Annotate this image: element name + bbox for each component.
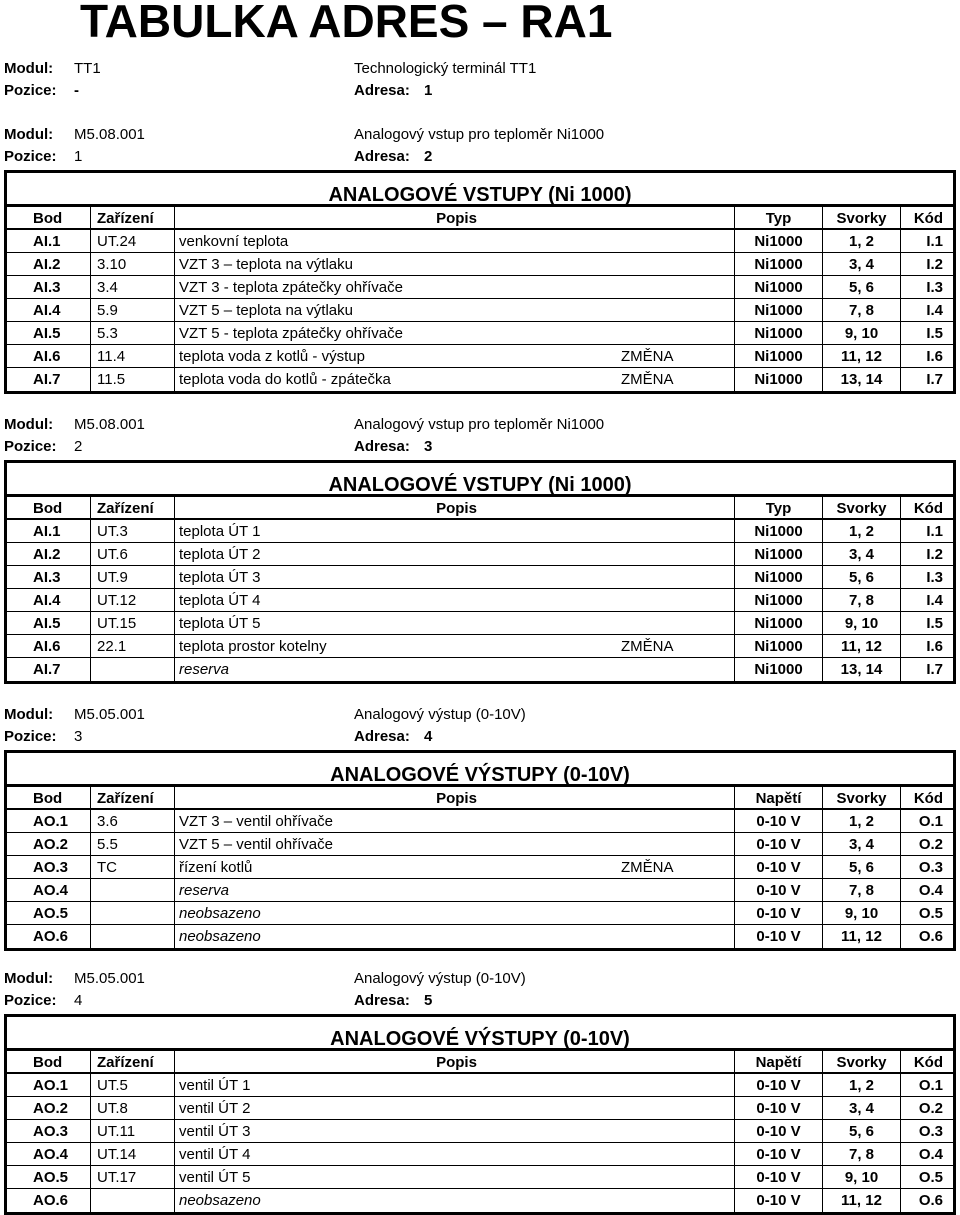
popis-text: teplota ÚT 5 (179, 615, 261, 632)
modul-label: Modul: (4, 970, 54, 987)
cell-zarizeni: 3.4 (91, 276, 175, 298)
cell-popis (175, 1097, 735, 1119)
cell-bod: AO.1 (7, 1074, 91, 1096)
table-row (7, 635, 953, 658)
adresa-label: Adresa: (354, 438, 410, 455)
table-header-row (7, 1051, 953, 1074)
popis-text: ventil ÚT 2 (179, 1100, 251, 1117)
cell-bod: AO.5 (7, 1166, 91, 1188)
cell-typ: Ni1000 (735, 566, 823, 588)
col-svorky-header: Svorky (823, 787, 901, 808)
popis-text: VZT 3 - teplota zpátečky ohřívače (179, 279, 403, 296)
cell-svorky: 11, 12 (823, 345, 901, 367)
cell-zarizeni: UT.8 (91, 1097, 175, 1119)
module-row (4, 704, 954, 726)
popis-text: VZT 3 – teplota na výtlaku (179, 256, 353, 273)
cell-typ: 0-10 V (735, 1166, 823, 1188)
table-row (7, 879, 953, 902)
adresa-value: 4 (424, 728, 433, 745)
col-bod-header: Bod (7, 497, 91, 518)
modul-label: Modul: (4, 416, 54, 433)
module-description: Analogový výstup (0-10V) (354, 970, 526, 987)
table-row (7, 1143, 953, 1166)
popis-text: teplota ÚT 2 (179, 546, 261, 563)
cell-typ: Ni1000 (735, 612, 823, 634)
modul-label: Modul: (4, 706, 54, 723)
popis-text: teplota ÚT 1 (179, 523, 261, 540)
cell-zarizeni: 3.6 (91, 810, 175, 832)
cell-popis (175, 902, 735, 924)
cell-zarizeni: UT.11 (91, 1120, 175, 1142)
col-kod-header: Kód (913, 500, 943, 517)
cell-svorky: 1, 2 (823, 1074, 901, 1096)
cell-svorky: 3, 4 (823, 1097, 901, 1119)
col-zarizeni-header: Zařízení (91, 497, 175, 518)
cell-popis (175, 322, 735, 344)
col-bod-header: Bod (7, 207, 91, 228)
cell-kod: O.2 (918, 836, 943, 853)
cell-bod: AI.5 (7, 322, 91, 344)
popis-text: ventil ÚT 4 (179, 1146, 251, 1163)
col-svorky-header: Svorky (823, 1051, 901, 1072)
cell-popis (175, 856, 735, 878)
pozice-value: 2 (74, 438, 83, 455)
cell-typ: 0-10 V (735, 902, 823, 924)
pozice-value: 1 (74, 148, 83, 165)
adresa-value: 5 (424, 992, 433, 1009)
cell-svorky: 9, 10 (823, 902, 901, 924)
modul-value: TT1 (74, 60, 101, 77)
cell-kod: I.6 (926, 348, 943, 365)
cell-zarizeni: TC (91, 856, 175, 878)
pozice-value: 3 (74, 728, 83, 745)
module-row (4, 124, 954, 146)
cell-typ: Ni1000 (735, 589, 823, 611)
module-description: Analogový vstup pro teploměr Ni1000 (354, 126, 605, 143)
cell-popis (175, 810, 735, 832)
cell-typ: 0-10 V (735, 1074, 823, 1096)
cell-popis (175, 299, 735, 321)
cell-kod: I.4 (926, 592, 943, 609)
module-row (4, 968, 954, 990)
table-row (7, 612, 953, 635)
cell-bod: AO.3 (7, 1120, 91, 1142)
table-row (7, 589, 953, 612)
cell-popis (175, 1189, 735, 1212)
popis-text: ventil ÚT 5 (179, 1169, 251, 1186)
cell-kod: O.2 (918, 1100, 943, 1117)
cell-kod: I.6 (926, 638, 943, 655)
zmena-note: ZMĚNA (621, 859, 674, 876)
adresa-value: 2 (424, 148, 433, 165)
cell-bod: AI.6 (7, 635, 91, 657)
cell-popis (175, 276, 735, 298)
adresa-value: 3 (424, 438, 433, 455)
cell-typ: Ni1000 (735, 635, 823, 657)
modul-value: M5.08.001 (74, 416, 145, 433)
cell-kod: I.3 (926, 569, 943, 586)
col-popis-header: Popis (175, 1051, 735, 1072)
modul-value: M5.05.001 (74, 706, 145, 723)
cell-kod: O.3 (918, 859, 943, 876)
zmena-note: ZMĚNA (621, 348, 674, 365)
table-row (7, 1189, 953, 1212)
cell-typ: Ni1000 (735, 276, 823, 298)
table-heading: ANALOGOVÉ VÝSTUPY (0-10V) (7, 753, 953, 787)
cell-bod: AI.6 (7, 345, 91, 367)
module-row (4, 414, 954, 436)
cell-bod: AI.4 (7, 589, 91, 611)
module-description: Technologický terminál TT1 (354, 60, 537, 77)
col-typ-header: Napětí (735, 787, 823, 808)
cell-popis (175, 589, 735, 611)
adresa-value: 1 (424, 82, 433, 99)
cell-svorky: 9, 10 (823, 1166, 901, 1188)
table-heading: ANALOGOVÉ VSTUPY (Ni 1000) (7, 173, 953, 207)
cell-zarizeni: 5.3 (91, 322, 175, 344)
col-popis-header: Popis (175, 497, 735, 518)
cell-kod: I.5 (926, 325, 943, 342)
col-zarizeni-header: Zařízení (91, 1051, 175, 1072)
col-typ-header: Napětí (735, 1051, 823, 1072)
cell-zarizeni: 5.9 (91, 299, 175, 321)
pozice-value: 4 (74, 992, 83, 1009)
popis-text: ventil ÚT 1 (179, 1077, 251, 1094)
cell-bod: AI.3 (7, 566, 91, 588)
page-title: TABULKA ADRES – RA1 (80, 0, 613, 47)
cell-popis (175, 520, 735, 542)
col-bod-header: Bod (7, 1051, 91, 1072)
cell-zarizeni: 11.5 (91, 368, 175, 391)
popis-text: VZT 3 – ventil ohřívače (179, 813, 333, 830)
cell-popis (175, 230, 735, 252)
table-row (7, 520, 953, 543)
table-row (7, 833, 953, 856)
address-table (4, 1014, 956, 1215)
cell-zarizeni: UT.14 (91, 1143, 175, 1165)
popis-text: teplota voda do kotlů - zpátečka (179, 371, 391, 388)
cell-kod: I.1 (926, 523, 943, 540)
cell-typ: Ni1000 (735, 253, 823, 275)
cell-bod: AI.7 (7, 368, 91, 391)
cell-popis (175, 543, 735, 565)
cell-typ: Ni1000 (735, 230, 823, 252)
col-kod-header: Kód (913, 790, 943, 807)
cell-zarizeni: UT.6 (91, 543, 175, 565)
cell-svorky: 1, 2 (823, 520, 901, 542)
cell-svorky: 3, 4 (823, 833, 901, 855)
cell-kod: O.4 (918, 1146, 943, 1163)
cell-typ: 0-10 V (735, 1189, 823, 1212)
pozice-row (4, 726, 954, 748)
cell-kod: O.1 (918, 1077, 943, 1094)
table-row (7, 299, 953, 322)
cell-kod: I.3 (926, 279, 943, 296)
adresa-label: Adresa: (354, 82, 410, 99)
cell-bod: AO.6 (7, 925, 91, 948)
cell-zarizeni: UT.3 (91, 520, 175, 542)
cell-bod: AI.7 (7, 658, 91, 681)
cell-zarizeni (91, 925, 175, 948)
cell-kod: O.5 (918, 1169, 943, 1186)
pozice-label: Pozice: (4, 82, 57, 99)
col-zarizeni-header: Zařízení (91, 207, 175, 228)
cell-typ: 0-10 V (735, 1143, 823, 1165)
cell-bod: AO.6 (7, 1189, 91, 1212)
modul-value: M5.08.001 (74, 126, 145, 143)
cell-popis (175, 635, 735, 657)
cell-bod: AI.2 (7, 253, 91, 275)
pozice-label: Pozice: (4, 438, 57, 455)
pozice-row (4, 146, 954, 168)
cell-popis (175, 925, 735, 948)
popis-text: neobsazeno (179, 1192, 261, 1209)
cell-bod: AI.5 (7, 612, 91, 634)
cell-typ: Ni1000 (735, 299, 823, 321)
col-svorky-header: Svorky (823, 207, 901, 228)
popis-text: ventil ÚT 3 (179, 1123, 251, 1140)
cell-typ: 0-10 V (735, 879, 823, 901)
popis-text: reserva (179, 661, 230, 678)
cell-typ: 0-10 V (735, 1097, 823, 1119)
table-row (7, 1074, 953, 1097)
cell-kod: I.7 (926, 371, 943, 388)
module-description: Analogový vstup pro teploměr Ni1000 (354, 416, 605, 433)
table-row (7, 856, 953, 879)
adresa-label: Adresa: (354, 992, 410, 1009)
cell-popis (175, 1143, 735, 1165)
cell-zarizeni: UT.5 (91, 1074, 175, 1096)
cell-kod: O.6 (918, 1192, 943, 1209)
cell-bod: AI.2 (7, 543, 91, 565)
zmena-note: ZMĚNA (621, 371, 674, 388)
table-row (7, 925, 953, 948)
col-zarizeni-header: Zařízení (91, 787, 175, 808)
col-kod-header: Kód (913, 1054, 943, 1071)
popis-text: teplota ÚT 3 (179, 569, 261, 586)
pozice-label: Pozice: (4, 992, 57, 1009)
table-row (7, 658, 953, 681)
cell-typ: Ni1000 (735, 543, 823, 565)
pozice-row (4, 436, 954, 458)
cell-kod: O.4 (918, 882, 943, 899)
table-row (7, 543, 953, 566)
table-row (7, 1166, 953, 1189)
cell-svorky: 3, 4 (823, 543, 901, 565)
cell-typ: 0-10 V (735, 833, 823, 855)
modul-value: M5.05.001 (74, 970, 145, 987)
modul-label: Modul: (4, 60, 54, 77)
table-header-row (7, 787, 953, 810)
popis-text: řízení kotlů (179, 859, 253, 876)
cell-svorky: 7, 8 (823, 589, 901, 611)
module-info (4, 414, 954, 458)
cell-svorky: 7, 8 (823, 1143, 901, 1165)
cell-bod: AI.1 (7, 520, 91, 542)
cell-kod: I.1 (926, 233, 943, 250)
cell-zarizeni: 11.4 (91, 345, 175, 367)
cell-bod: AO.4 (7, 879, 91, 901)
col-typ-header: Typ (735, 497, 823, 518)
col-popis-header: Popis (175, 207, 735, 228)
table-row (7, 322, 953, 345)
cell-kod: O.6 (918, 928, 943, 945)
cell-svorky: 9, 10 (823, 612, 901, 634)
table-row (7, 566, 953, 589)
cell-zarizeni: UT.17 (91, 1166, 175, 1188)
address-table (4, 460, 956, 684)
col-bod-header: Bod (7, 787, 91, 808)
module-description: Analogový výstup (0-10V) (354, 706, 526, 723)
cell-svorky: 5, 6 (823, 1120, 901, 1142)
cell-svorky: 11, 12 (823, 1189, 901, 1212)
cell-zarizeni (91, 902, 175, 924)
cell-typ: 0-10 V (735, 856, 823, 878)
popis-text: teplota ÚT 4 (179, 592, 261, 609)
table-row (7, 345, 953, 368)
pozice-label: Pozice: (4, 728, 57, 745)
adresa-label: Adresa: (354, 728, 410, 745)
cell-kod: I.4 (926, 302, 943, 319)
cell-zarizeni: UT.12 (91, 589, 175, 611)
cell-popis (175, 253, 735, 275)
col-typ-header: Typ (735, 207, 823, 228)
cell-svorky: 3, 4 (823, 253, 901, 275)
cell-svorky: 7, 8 (823, 299, 901, 321)
popis-text: VZT 5 – ventil ohřívače (179, 836, 333, 853)
cell-typ: Ni1000 (735, 368, 823, 391)
cell-svorky: 1, 2 (823, 810, 901, 832)
col-kod-header: Kód (913, 210, 943, 227)
popis-text: teplota voda z kotlů - výstup (179, 348, 365, 365)
cell-popis (175, 879, 735, 901)
module-info (4, 968, 954, 1012)
cell-zarizeni: UT.24 (91, 230, 175, 252)
cell-zarizeni (91, 658, 175, 681)
pozice-row (4, 990, 954, 1012)
popis-text: VZT 5 – teplota na výtlaku (179, 302, 353, 319)
cell-kod: I.7 (926, 661, 943, 678)
cell-kod: O.3 (918, 1123, 943, 1140)
popis-text: reserva (179, 882, 230, 899)
table-header-row (7, 497, 953, 520)
cell-popis (175, 566, 735, 588)
cell-bod: AI.4 (7, 299, 91, 321)
cell-zarizeni: 3.10 (91, 253, 175, 275)
cell-typ: 0-10 V (735, 810, 823, 832)
cell-zarizeni: 5.5 (91, 833, 175, 855)
cell-zarizeni: UT.9 (91, 566, 175, 588)
cell-svorky: 5, 6 (823, 566, 901, 588)
cell-zarizeni (91, 1189, 175, 1212)
popis-text: venkovní teplota (179, 233, 289, 250)
cell-popis (175, 1120, 735, 1142)
cell-bod: AO.2 (7, 1097, 91, 1119)
address-table (4, 170, 956, 394)
cell-svorky: 5, 6 (823, 856, 901, 878)
col-svorky-header: Svorky (823, 497, 901, 518)
cell-popis (175, 612, 735, 634)
cell-popis (175, 345, 735, 367)
table-row (7, 368, 953, 391)
cell-svorky: 5, 6 (823, 276, 901, 298)
cell-bod: AO.5 (7, 902, 91, 924)
cell-kod: I.2 (926, 256, 943, 273)
cell-kod: I.5 (926, 615, 943, 632)
cell-bod: AO.4 (7, 1143, 91, 1165)
pozice-label: Pozice: (4, 148, 57, 165)
cell-typ: Ni1000 (735, 345, 823, 367)
cell-kod: I.2 (926, 546, 943, 563)
cell-popis (175, 1166, 735, 1188)
cell-popis (175, 1074, 735, 1096)
module-info (4, 704, 954, 748)
cell-svorky: 11, 12 (823, 925, 901, 948)
cell-svorky: 11, 12 (823, 635, 901, 657)
cell-zarizeni: UT.15 (91, 612, 175, 634)
cell-svorky: 13, 14 (823, 368, 901, 391)
module-info (4, 124, 954, 168)
cell-typ: 0-10 V (735, 1120, 823, 1142)
zmena-note: ZMĚNA (621, 638, 674, 655)
table-row (7, 902, 953, 925)
cell-typ: Ni1000 (735, 322, 823, 344)
cell-svorky: 1, 2 (823, 230, 901, 252)
table-heading: ANALOGOVÉ VSTUPY (Ni 1000) (7, 463, 953, 497)
cell-zarizeni (91, 879, 175, 901)
table-row (7, 230, 953, 253)
popis-text: VZT 5 - teplota zpátečky ohřívače (179, 325, 403, 342)
cell-popis (175, 833, 735, 855)
cell-typ: Ni1000 (735, 658, 823, 681)
cell-popis (175, 658, 735, 681)
col-popis-header: Popis (175, 787, 735, 808)
cell-popis (175, 368, 735, 391)
cell-bod: AO.3 (7, 856, 91, 878)
cell-bod: AO.2 (7, 833, 91, 855)
table-row (7, 1097, 953, 1120)
popis-text: neobsazeno (179, 928, 261, 945)
cell-typ: Ni1000 (735, 520, 823, 542)
cell-bod: AO.1 (7, 810, 91, 832)
cell-bod: AI.3 (7, 276, 91, 298)
cell-bod: AI.1 (7, 230, 91, 252)
table-row (7, 253, 953, 276)
module-info-top (4, 58, 954, 102)
cell-typ: 0-10 V (735, 925, 823, 948)
popis-text: teplota prostor kotelny (179, 638, 327, 655)
modul-label: Modul: (4, 126, 54, 143)
cell-kod: O.1 (918, 813, 943, 830)
table-header-row (7, 207, 953, 230)
cell-zarizeni: 22.1 (91, 635, 175, 657)
pozice-value: - (74, 82, 79, 99)
cell-svorky: 7, 8 (823, 879, 901, 901)
cell-kod: O.5 (918, 905, 943, 922)
table-row (7, 1120, 953, 1143)
table-row (7, 276, 953, 299)
cell-svorky: 13, 14 (823, 658, 901, 681)
address-table (4, 750, 956, 951)
table-row (7, 810, 953, 833)
adresa-label: Adresa: (354, 148, 410, 165)
popis-text: neobsazeno (179, 905, 261, 922)
table-heading: ANALOGOVÉ VÝSTUPY (0-10V) (7, 1017, 953, 1051)
cell-svorky: 9, 10 (823, 322, 901, 344)
